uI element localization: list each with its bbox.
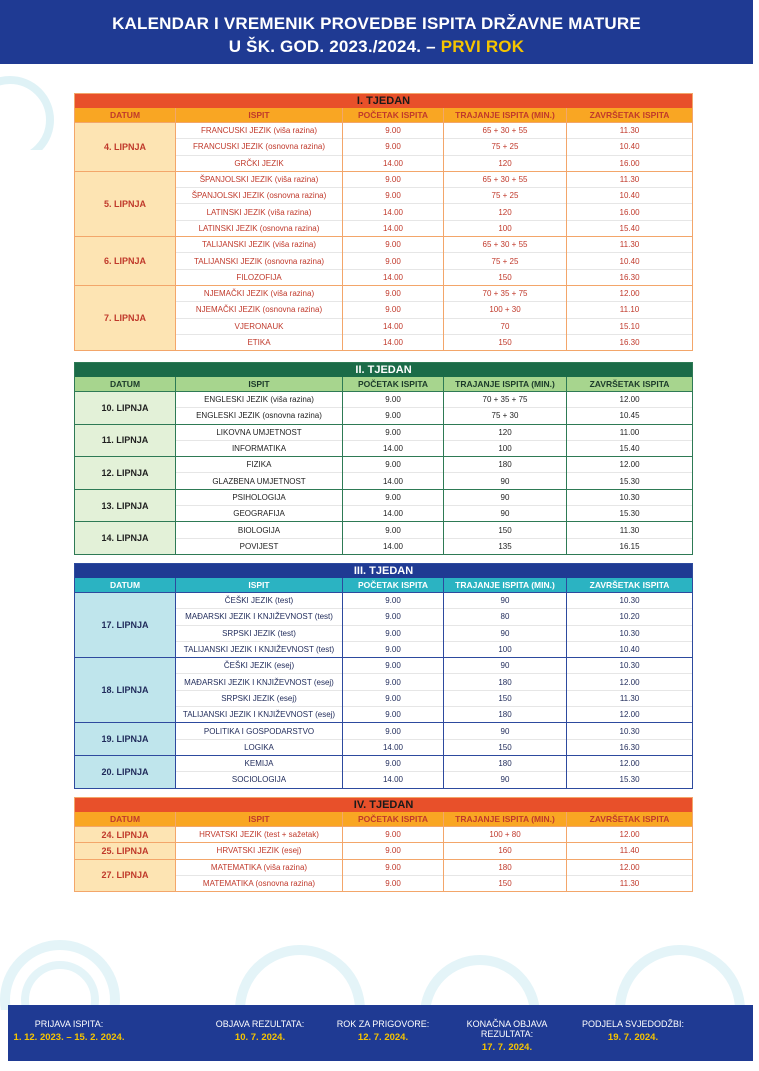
- exam-duration: 120: [444, 424, 567, 440]
- exam-start: 9.00: [343, 859, 444, 875]
- exam-name: POLITIKA I GOSPODARSTVO: [176, 723, 343, 739]
- exam-end: 16.15: [567, 538, 693, 554]
- exam-row: [75, 123, 693, 139]
- footer-key-dates: [8, 1005, 753, 1061]
- exam-name: ETIKA: [176, 334, 343, 350]
- week-title: III. TJEDAN: [75, 564, 693, 579]
- exam-duration: 90: [444, 625, 567, 641]
- exam-end: 10.30: [567, 625, 693, 641]
- exam-end: 11.40: [567, 843, 693, 859]
- exam-duration: 150: [444, 690, 567, 706]
- exam-duration: 65 + 30 + 55: [444, 123, 567, 139]
- exam-row: [75, 593, 693, 609]
- exam-duration: 75 + 25: [444, 139, 567, 155]
- exam-duration: 90: [444, 473, 567, 489]
- exam-duration: 150: [444, 334, 567, 350]
- exam-end: 10.20: [567, 609, 693, 625]
- week-title: IV. TJEDAN: [75, 798, 693, 813]
- exam-end: 11.30: [567, 690, 693, 706]
- exam-duration: 150: [444, 875, 567, 891]
- exam-start: 9.00: [343, 123, 444, 139]
- exam-name: PSIHOLOGIJA: [176, 489, 343, 505]
- exam-start: 9.00: [343, 285, 444, 301]
- exam-end: 15.30: [567, 772, 693, 788]
- exam-name: GLAZBENA UMJETNOST: [176, 473, 343, 489]
- exam-start: 9.00: [343, 625, 444, 641]
- exam-start: 9.00: [343, 723, 444, 739]
- exam-start: 9.00: [343, 424, 444, 440]
- exam-start: 14.00: [343, 334, 444, 350]
- column-header: TRAJANJE ISPITA (MIN.): [444, 578, 567, 593]
- exam-name: NJEMAČKI JEZIK (osnovna razina): [176, 302, 343, 318]
- exam-row: [75, 457, 693, 473]
- exam-end: 11.30: [567, 875, 693, 891]
- exam-name: LIKOVNA UMJETNOST: [176, 424, 343, 440]
- exam-date: 24. LIPNJA: [75, 827, 176, 843]
- column-header: ISPIT: [176, 578, 343, 593]
- exam-name: SRPSKI JEZIK (esej): [176, 690, 343, 706]
- exam-end: 12.00: [567, 827, 693, 843]
- exam-end: 12.00: [567, 457, 693, 473]
- exam-duration: 65 + 30 + 55: [444, 237, 567, 253]
- exam-duration: 100 + 30: [444, 302, 567, 318]
- exam-name: TALIJANSKI JEZIK I KNJIŽEVNOST (esej): [176, 707, 343, 723]
- column-header: ZAVRŠETAK ISPITA: [567, 812, 693, 827]
- subtitle-accent: PRVI ROK: [440, 37, 525, 56]
- exam-name: TALIJANSKI JEZIK I KNJIŽEVNOST (test): [176, 641, 343, 657]
- exam-row: [75, 658, 693, 674]
- exam-duration: 100: [444, 220, 567, 236]
- exam-name: ŠPANJOLSKI JEZIK (viša razina): [176, 171, 343, 187]
- exam-date: 4. LIPNJA: [75, 123, 176, 172]
- exam-date: 6. LIPNJA: [75, 237, 176, 286]
- exam-start: 9.00: [343, 658, 444, 674]
- exam-end: 10.40: [567, 139, 693, 155]
- exam-start: 14.00: [343, 538, 444, 554]
- exam-name: FIZIKA: [176, 457, 343, 473]
- exam-row: [75, 285, 693, 301]
- column-header: DATUM: [75, 812, 176, 827]
- exam-duration: 75 + 30: [444, 408, 567, 424]
- exam-duration: 100: [444, 641, 567, 657]
- exam-row: [75, 522, 693, 538]
- footer-item-svjedodzbe: PODJELA SVJEDODŽBI: 19. 7. 2024.: [581, 1019, 685, 1043]
- week-table-2: [74, 362, 693, 555]
- exam-start: 9.00: [343, 827, 444, 843]
- exam-date: 12. LIPNJA: [75, 457, 176, 490]
- exam-start: 14.00: [343, 440, 444, 456]
- exam-name: TALIJANSKI JEZIK (osnovna razina): [176, 253, 343, 269]
- exam-end: 11.30: [567, 522, 693, 538]
- exam-start: 14.00: [343, 739, 444, 755]
- exam-date: 11. LIPNJA: [75, 424, 176, 457]
- exam-row: [75, 424, 693, 440]
- exam-end: 11.30: [567, 237, 693, 253]
- column-header: ZAVRŠETAK ISPITA: [567, 377, 693, 392]
- exam-name: ČEŠKI JEZIK (esej): [176, 658, 343, 674]
- exam-start: 14.00: [343, 318, 444, 334]
- footer-item-objava: OBJAVA REZULTATA: 10. 7. 2024.: [215, 1019, 305, 1043]
- exam-name: LOGIKA: [176, 739, 343, 755]
- exam-date: 20. LIPNJA: [75, 755, 176, 788]
- exam-row: [75, 843, 693, 859]
- column-header: DATUM: [75, 578, 176, 593]
- exam-end: 12.00: [567, 859, 693, 875]
- exam-end: 11.30: [567, 171, 693, 187]
- exam-duration: 80: [444, 609, 567, 625]
- exam-duration: 120: [444, 155, 567, 171]
- column-header: ISPIT: [176, 377, 343, 392]
- exam-row: [75, 827, 693, 843]
- decorative-circles-bottom: [0, 920, 759, 1010]
- week-table-4: [74, 797, 693, 892]
- exam-start: 9.00: [343, 171, 444, 187]
- exam-start: 14.00: [343, 772, 444, 788]
- exam-name: GEOGRAFIJA: [176, 506, 343, 522]
- exam-date: 25. LIPNJA: [75, 843, 176, 859]
- exam-date: 17. LIPNJA: [75, 593, 176, 658]
- exam-row: [75, 723, 693, 739]
- exam-name: LATINSKI JEZIK (viša razina): [176, 204, 343, 220]
- exam-duration: 100 + 80: [444, 827, 567, 843]
- exam-date: 19. LIPNJA: [75, 723, 176, 756]
- exam-row: [75, 859, 693, 875]
- exam-start: 9.00: [343, 522, 444, 538]
- column-header: TRAJANJE ISPITA (MIN.): [444, 812, 567, 827]
- exam-name: NJEMAČKI JEZIK (viša razina): [176, 285, 343, 301]
- exam-date: 5. LIPNJA: [75, 171, 176, 236]
- exam-start: 9.00: [343, 302, 444, 318]
- exam-start: 14.00: [343, 204, 444, 220]
- exam-start: 9.00: [343, 253, 444, 269]
- exam-date: 14. LIPNJA: [75, 522, 176, 555]
- exam-end: 12.00: [567, 707, 693, 723]
- exam-name: ŠPANJOLSKI JEZIK (osnovna razina): [176, 188, 343, 204]
- exam-duration: 100: [444, 440, 567, 456]
- exam-start: 9.00: [343, 674, 444, 690]
- exam-end: 12.00: [567, 285, 693, 301]
- exam-end: 10.45: [567, 408, 693, 424]
- footer-item-prijava: PRIJAVA ISPITA: 1. 12. 2023. – 15. 2. 2024.: [13, 1019, 125, 1043]
- column-header: ZAVRŠETAK ISPITA: [567, 108, 693, 123]
- page-title: KALENDAR I VREMENIK PROVEDBE ISPITA DRŽAVNE MATURE: [112, 14, 641, 33]
- exam-end: 10.30: [567, 489, 693, 505]
- exam-name: GRČKI JEZIK: [176, 155, 343, 171]
- exam-start: 14.00: [343, 155, 444, 171]
- exam-name: ČEŠKI JEZIK (test): [176, 593, 343, 609]
- exam-name: MAĐARSKI JEZIK I KNJIŽEVNOST (esej): [176, 674, 343, 690]
- exam-end: 16.00: [567, 204, 693, 220]
- exam-end: 16.30: [567, 334, 693, 350]
- footer-item-konacna: KONAČNA OBJAVA REZULTATA: 17. 7. 2024.: [466, 1019, 548, 1053]
- exam-end: 11.10: [567, 302, 693, 318]
- exam-name: BIOLOGIJA: [176, 522, 343, 538]
- exam-name: MAĐARSKI JEZIK I KNJIŽEVNOST (test): [176, 609, 343, 625]
- exam-end: 16.30: [567, 739, 693, 755]
- exam-duration: 180: [444, 457, 567, 473]
- exam-name: KEMIJA: [176, 755, 343, 771]
- exam-end: 15.10: [567, 318, 693, 334]
- footer-item-prigovori: ROK ZA PRIGOVORE: 12. 7. 2024.: [336, 1019, 430, 1043]
- exam-duration: 180: [444, 859, 567, 875]
- column-header: DATUM: [75, 108, 176, 123]
- exam-duration: 70: [444, 318, 567, 334]
- exam-row: [75, 237, 693, 253]
- column-header: POČETAK ISPITA: [343, 108, 444, 123]
- exam-duration: 90: [444, 593, 567, 609]
- exam-name: LATINSKI JEZIK (osnovna razina): [176, 220, 343, 236]
- exam-start: 9.00: [343, 188, 444, 204]
- exam-end: 10.30: [567, 723, 693, 739]
- column-header: ZAVRŠETAK ISPITA: [567, 578, 693, 593]
- week-title: I. TJEDAN: [75, 94, 693, 109]
- exam-end: 11.30: [567, 123, 693, 139]
- exam-end: 10.40: [567, 188, 693, 204]
- exam-start: 9.00: [343, 457, 444, 473]
- exam-end: 12.00: [567, 674, 693, 690]
- exam-end: 16.00: [567, 155, 693, 171]
- exam-end: 16.30: [567, 269, 693, 285]
- exam-duration: 90: [444, 506, 567, 522]
- exam-duration: 150: [444, 739, 567, 755]
- exam-start: 9.00: [343, 690, 444, 706]
- exam-start: 9.00: [343, 609, 444, 625]
- exam-duration: 150: [444, 269, 567, 285]
- exam-end: 12.00: [567, 392, 693, 408]
- column-header: POČETAK ISPITA: [343, 377, 444, 392]
- week-table-1: [74, 93, 693, 351]
- column-header: ISPIT: [176, 108, 343, 123]
- exam-start: 14.00: [343, 220, 444, 236]
- exam-date: 27. LIPNJA: [75, 859, 176, 892]
- exam-start: 9.00: [343, 875, 444, 891]
- exam-start: 14.00: [343, 473, 444, 489]
- column-header: POČETAK ISPITA: [343, 812, 444, 827]
- exam-start: 9.00: [343, 237, 444, 253]
- exam-row: [75, 755, 693, 771]
- exam-end: 15.40: [567, 220, 693, 236]
- week-title: II. TJEDAN: [75, 363, 693, 378]
- exam-date: 10. LIPNJA: [75, 392, 176, 425]
- exam-end: 12.00: [567, 755, 693, 771]
- exam-start: 9.00: [343, 392, 444, 408]
- exam-end: 10.30: [567, 658, 693, 674]
- exam-duration: 70 + 35 + 75: [444, 285, 567, 301]
- exam-row: [75, 392, 693, 408]
- exam-name: FRANCUSKI JEZIK (viša razina): [176, 123, 343, 139]
- exam-start: 9.00: [343, 408, 444, 424]
- exam-duration: 90: [444, 723, 567, 739]
- exam-name: ENGLESKI JEZIK (osnovna razina): [176, 408, 343, 424]
- subtitle-prefix: U ŠK. GOD. 2023./2024. –: [228, 37, 436, 56]
- exam-duration: 90: [444, 658, 567, 674]
- exam-duration: 160: [444, 843, 567, 859]
- exam-duration: 75 + 25: [444, 188, 567, 204]
- exam-duration: 135: [444, 538, 567, 554]
- exam-start: 9.00: [343, 843, 444, 859]
- exam-duration: 180: [444, 707, 567, 723]
- exam-start: 9.00: [343, 641, 444, 657]
- exam-name: MATEMATIKA (viša razina): [176, 859, 343, 875]
- exam-end: 10.30: [567, 593, 693, 609]
- column-header: DATUM: [75, 377, 176, 392]
- exam-end: 11.00: [567, 424, 693, 440]
- exam-start: 9.00: [343, 755, 444, 771]
- exam-name: HRVATSKI JEZIK (test + sažetak): [176, 827, 343, 843]
- exam-end: 15.30: [567, 473, 693, 489]
- exam-date: 7. LIPNJA: [75, 285, 176, 350]
- exam-date: 13. LIPNJA: [75, 489, 176, 522]
- exam-name: INFORMATIKA: [176, 440, 343, 456]
- exam-end: 10.40: [567, 641, 693, 657]
- column-header: ISPIT: [176, 812, 343, 827]
- exam-duration: 120: [444, 204, 567, 220]
- exam-row: [75, 489, 693, 505]
- exam-name: SOCIOLOGIJA: [176, 772, 343, 788]
- exam-name: MATEMATIKA (osnovna razina): [176, 875, 343, 891]
- exam-end: 10.40: [567, 253, 693, 269]
- week-table-3: [74, 563, 693, 789]
- exam-name: ENGLESKI JEZIK (viša razina): [176, 392, 343, 408]
- exam-end: 15.30: [567, 506, 693, 522]
- exam-date: 18. LIPNJA: [75, 658, 176, 723]
- column-header: TRAJANJE ISPITA (MIN.): [444, 108, 567, 123]
- exam-duration: 90: [444, 772, 567, 788]
- exam-duration: 150: [444, 522, 567, 538]
- exam-start: 9.00: [343, 707, 444, 723]
- column-header: POČETAK ISPITA: [343, 578, 444, 593]
- exam-name: POVIJEST: [176, 538, 343, 554]
- page-header: [0, 0, 753, 64]
- exam-start: 14.00: [343, 506, 444, 522]
- exam-duration: 65 + 30 + 55: [444, 171, 567, 187]
- exam-end: 15.40: [567, 440, 693, 456]
- exam-name: HRVATSKI JEZIK (esej): [176, 843, 343, 859]
- exam-row: [75, 171, 693, 187]
- exam-start: 9.00: [343, 489, 444, 505]
- column-header: TRAJANJE ISPITA (MIN.): [444, 377, 567, 392]
- exam-name: FILOZOFIJA: [176, 269, 343, 285]
- exam-duration: 90: [444, 489, 567, 505]
- exam-duration: 70 + 35 + 75: [444, 392, 567, 408]
- exam-start: 9.00: [343, 139, 444, 155]
- exam-name: VJERONAUK: [176, 318, 343, 334]
- exam-start: 9.00: [343, 593, 444, 609]
- exam-name: FRANCUSKI JEZIK (osnovna razina): [176, 139, 343, 155]
- exam-start: 14.00: [343, 269, 444, 285]
- exam-duration: 180: [444, 755, 567, 771]
- exam-duration: 75 + 25: [444, 253, 567, 269]
- exam-duration: 180: [444, 674, 567, 690]
- exam-name: TALIJANSKI JEZIK (viša razina): [176, 237, 343, 253]
- page-subtitle: [0, 37, 753, 57]
- exam-name: SRPSKI JEZIK (test): [176, 625, 343, 641]
